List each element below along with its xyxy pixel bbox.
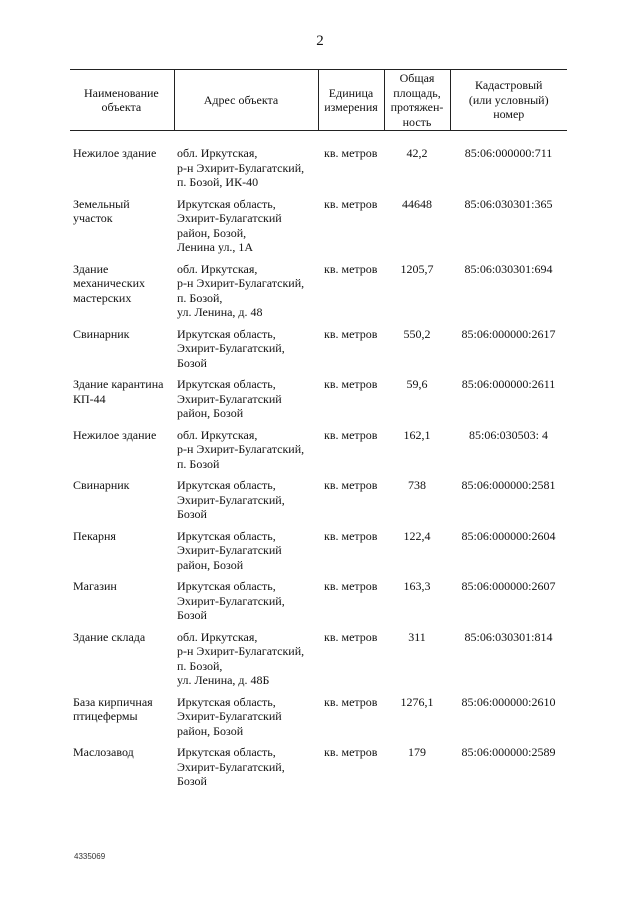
cell-area: 163,3	[403, 579, 431, 593]
cell-area: 44648	[402, 196, 432, 211]
cell-unit: кв. метров	[324, 326, 378, 341]
cell-object-address: Иркутская область, Эхирит-Булагатский район, Бозой	[177, 694, 282, 738]
table-row	[70, 478, 567, 529]
cell-object-address: Иркутская область, Эхирит-Булагатский, Бозой	[177, 745, 285, 788]
table-spacer	[70, 131, 567, 147]
cell-cadastral-number: 85:06:000000:711	[464, 146, 553, 160]
cell-object-name: Здание карантина КП-44	[73, 377, 164, 406]
cell-cadastral-number: 85:06:030301:694	[464, 261, 553, 276]
cell-cadastral-number: 85:06:030301:814	[464, 629, 553, 644]
cell-area: 550,2	[403, 326, 431, 341]
cell-unit: кв. метров	[324, 694, 378, 709]
cell-cadastral-number: 85:06:000000:2604	[461, 528, 556, 543]
cell-area: 179	[408, 745, 426, 759]
cell-object-name: Нежилое здание	[73, 146, 157, 160]
page-number: 2	[316, 33, 324, 49]
cell-unit: кв. метров	[324, 261, 378, 276]
cell-object-name: База кирпичная птицефермы	[73, 694, 153, 723]
cell-area: 738	[408, 478, 426, 492]
header-object-name-text: Наименование объекта	[84, 85, 159, 114]
cell-object-name: Свинарник	[73, 326, 130, 341]
cell-object-name: Нежилое здание	[73, 427, 157, 442]
cell-unit: кв. метров	[324, 579, 378, 593]
table-header-row	[70, 70, 567, 131]
cell-cadastral-number: 85:06:000000:2581	[461, 478, 556, 492]
table-body	[70, 131, 567, 796]
cell-unit: кв. метров	[324, 196, 378, 211]
cell-object-address: обл. Иркутская, р-н Эхирит-Булагатский, п. Бозой	[177, 427, 305, 471]
table-row	[70, 630, 567, 695]
table-spacer-cell	[70, 131, 567, 147]
header-unit: Единица измерения	[318, 70, 384, 131]
cell-object-address: обл. Иркутская, р-н Эхирит-Булагатский, п. Бозой, ИК-40	[177, 146, 305, 189]
cell-unit: кв. метров	[324, 528, 378, 543]
property-table	[70, 69, 567, 796]
cell-object-name: Магазин	[73, 579, 117, 593]
cell-cadastral-number: 85:06:000000:2611	[461, 377, 556, 391]
cell-object-address: Иркутская область, Эхирит-Булагатский район, Бозой	[177, 377, 282, 420]
cell-object-address: Иркутская область, Эхирит-Булагатский, Бозой	[177, 579, 285, 622]
cell-cadastral-number: 85:06:000000:2607	[461, 579, 556, 593]
cell-unit: кв. метров	[324, 146, 378, 160]
cell-area: 59,6	[406, 377, 428, 391]
table-row	[70, 529, 567, 580]
cell-object-name: Здание склада	[73, 629, 146, 644]
table-row	[70, 262, 567, 327]
table-header	[70, 70, 567, 131]
cell-object-name: Пекарня	[73, 528, 116, 543]
cell-area: 1205,7	[400, 261, 434, 276]
cell-object-address: Иркутская область, Эхирит-Булагатский район, Бозой, Ленина ул., 1А	[177, 196, 282, 254]
cell-cadastral-number: 85:06:000000:2617	[461, 326, 556, 341]
header-object-name	[70, 70, 174, 131]
table-row	[70, 579, 567, 630]
table-row	[70, 428, 567, 479]
cell-object-address: Иркутская область, Эхирит-Булагатский, Бозой	[177, 478, 285, 521]
cell-unit: кв. метров	[324, 478, 378, 492]
cell-unit: кв. метров	[324, 427, 378, 442]
table-row	[70, 146, 567, 197]
cell-unit: кв. метров	[324, 629, 378, 644]
cell-area: 162,1	[403, 427, 431, 442]
document-id: 4335069	[74, 852, 106, 861]
cell-object-address: Иркутская область, Эхирит-Булагатский, Бозой	[177, 326, 285, 370]
cell-area: 42,2	[406, 146, 428, 160]
cell-object-name: Маслозавод	[73, 745, 134, 759]
cell-cadastral-number: 85:06:030301:365	[464, 196, 553, 211]
header-area: Общая площадь, протяжен- ность	[384, 70, 450, 131]
cell-object-name: Здание механических мастерских	[73, 261, 146, 305]
cell-unit: кв. метров	[324, 377, 378, 391]
cell-object-name: Земельный участок	[73, 196, 130, 225]
cell-cadastral-number: 85:06:000000:2610	[461, 694, 556, 709]
cell-object-address: Иркутская область, Эхирит-Булагатский район, Бозой	[177, 528, 282, 572]
cell-cadastral-number: 85:06:030503: 4	[468, 427, 548, 442]
cell-cadastral-number: 85:06:000000:2589	[461, 745, 556, 759]
cell-object-address: обл. Иркутская, р-н Эхирит-Булагатский, п. Бозой, ул. Ленина, д. 48Б	[177, 629, 305, 687]
cell-object-address: обл. Иркутская, р-н Эхирит-Булагатский, п. Бозой, ул. Ленина, д. 48	[177, 261, 305, 319]
cell-unit: кв. метров	[324, 745, 378, 759]
table-row	[70, 377, 567, 428]
header-object-address: Адрес объекта	[174, 70, 318, 131]
table-row	[70, 745, 567, 796]
table-row	[70, 197, 567, 262]
table-row	[70, 695, 567, 746]
table-row	[70, 327, 567, 378]
cell-area: 311	[408, 629, 426, 644]
cell-object-name: Свинарник	[73, 478, 130, 492]
cell-area: 1276,1	[400, 694, 434, 709]
cell-area: 122,4	[403, 528, 431, 543]
header-cadastral-number: Кадастровый (или условный) номер	[450, 70, 567, 131]
